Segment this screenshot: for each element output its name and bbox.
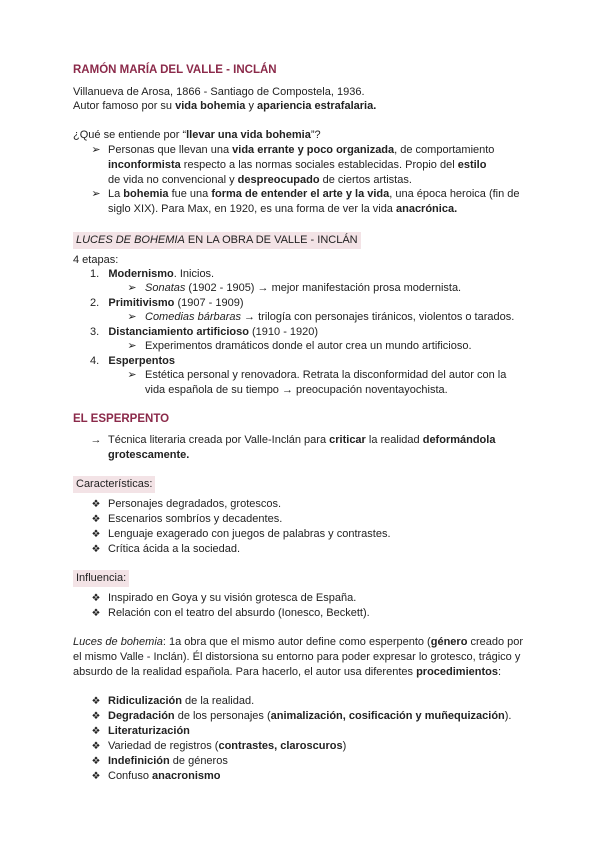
diamond-bullet-icon: ❖	[91, 726, 101, 737]
luces-paragraph: Luces de bohemia: 1a obra que el mismo autor define como esperpento (género creado por el mismo Valle - Inclán). Él distorsiona su entorno para poder expresar lo grotesco, trágico y absurdo de la realidad española. Para hacerlo, el autor usa diferentes procedimientos:	[73, 636, 524, 678]
diamond-bullet-icon: ❖	[91, 696, 101, 707]
procedimiento-item: Ridiculización de la realidad.	[108, 695, 255, 707]
list-item: Lenguaje exagerado con juegos de palabras y contrastes.	[108, 528, 391, 540]
etapa-item: 2. Primitivismo (1907 - 1909)	[90, 297, 244, 309]
etapa-detail: Sonatas (1902 - 1905) → mejor manifestación prosa modernista.	[145, 282, 462, 294]
list-item: Personajes degradados, grotescos.	[108, 498, 282, 510]
etapas-intro: 4 etapas:	[73, 254, 119, 266]
diamond-bullet-icon: ❖	[91, 514, 101, 525]
esperpento-definition: Técnica literaria creada por Valle-Inclán para criticar la realidad deformándola grotescamente.	[108, 434, 496, 461]
arrow-bullet-icon: ➢	[127, 340, 137, 352]
list-item: Inspirado en Goya y su visión grotesca de España.	[108, 592, 357, 604]
etapa-item: 1. Modernismo. Inicios.	[90, 268, 215, 280]
list-item: Crítica ácida a la sociedad.	[108, 543, 241, 555]
list-item: Relación con el teatro del absurdo (Ionesco, Beckett).	[108, 607, 370, 619]
procedimiento-item: Indefinición de géneros	[108, 755, 228, 767]
arrow-bullet-icon: ➢	[127, 369, 137, 381]
influencia-label: Influencia:	[73, 570, 129, 587]
diamond-bullet-icon: ❖	[91, 544, 101, 555]
luces-section-heading: LUCES DE BOHEMIA EN LA OBRA DE VALLE - INCLÁN	[73, 232, 361, 249]
birth-info: Villanueva de Arosa, 1866 - Santiago de Compostela, 1936.	[73, 86, 365, 98]
diamond-bullet-icon: ❖	[91, 529, 101, 540]
procedimiento-item: Variedad de registros (contrastes, claroscuros)	[108, 740, 347, 752]
caracteristicas-label: Características:	[73, 476, 155, 493]
arrow-bullet-icon: ➢	[127, 311, 137, 323]
diamond-bullet-icon: ❖	[91, 608, 101, 619]
diamond-bullet-icon: ❖	[91, 593, 101, 604]
arrow-bullet-icon: ➢	[91, 188, 101, 200]
procedimiento-item: Literaturización	[108, 725, 190, 737]
bohemia-definition-2: La bohemia fue una forma de entender el arte y la vida, una época heroica (fin de siglo XIX). Para Max, en 1920, es una forma de ver la vida anacrónica.	[108, 188, 520, 215]
procedimiento-item: Degradación de los personajes (animalización, cosificación y muñequización).	[108, 710, 512, 722]
esperpento-heading: EL ESPERPENTO	[73, 413, 170, 425]
etapa-detail: Estética personal y renovadora. Retrata la disconformidad del autor con la vida española de su tiempo → preocupación noventayochista.	[145, 369, 507, 396]
etapa-detail: Comedias bárbaras → trilogía con personajes tiránicos, violentos o tarados.	[145, 311, 515, 323]
bohemia-definition-1: Personas que llevan una vida errante y poco organizada, de comportamiento inconformista respecto a las normas sociales establecidas. Propio del estilo de vida no convencional y despreocupado de ciertos artistas.	[108, 144, 495, 186]
diamond-bullet-icon: ❖	[91, 771, 101, 782]
diamond-bullet-icon: ❖	[91, 499, 101, 510]
etapa-item: 3. Distanciamiento artificioso (1910 - 1920)	[90, 326, 319, 338]
list-item: Escenarios sombríos y decadentes.	[108, 513, 283, 525]
bohemia-question: ¿Qué se entiende por “llevar una vida bohemia”?	[73, 129, 321, 141]
diamond-bullet-icon: ❖	[91, 741, 101, 752]
etapa-detail: Experimentos dramáticos donde el autor crea un mundo artificioso.	[145, 340, 472, 352]
arrow-bullet-icon: ➢	[91, 144, 101, 156]
right-arrow-icon: →	[90, 434, 102, 446]
diamond-bullet-icon: ❖	[91, 756, 101, 767]
etapa-item: 4. Esperpentos	[90, 355, 175, 367]
author-fame: Autor famoso por su vida bohemia y apariencia estrafalaria.	[73, 100, 377, 112]
diamond-bullet-icon: ❖	[91, 711, 101, 722]
procedimiento-item: Confuso anacronismo	[108, 770, 221, 782]
page-title: RAMÓN MARÍA DEL VALLE - INCLÁN	[73, 64, 277, 76]
arrow-bullet-icon: ➢	[127, 282, 137, 294]
